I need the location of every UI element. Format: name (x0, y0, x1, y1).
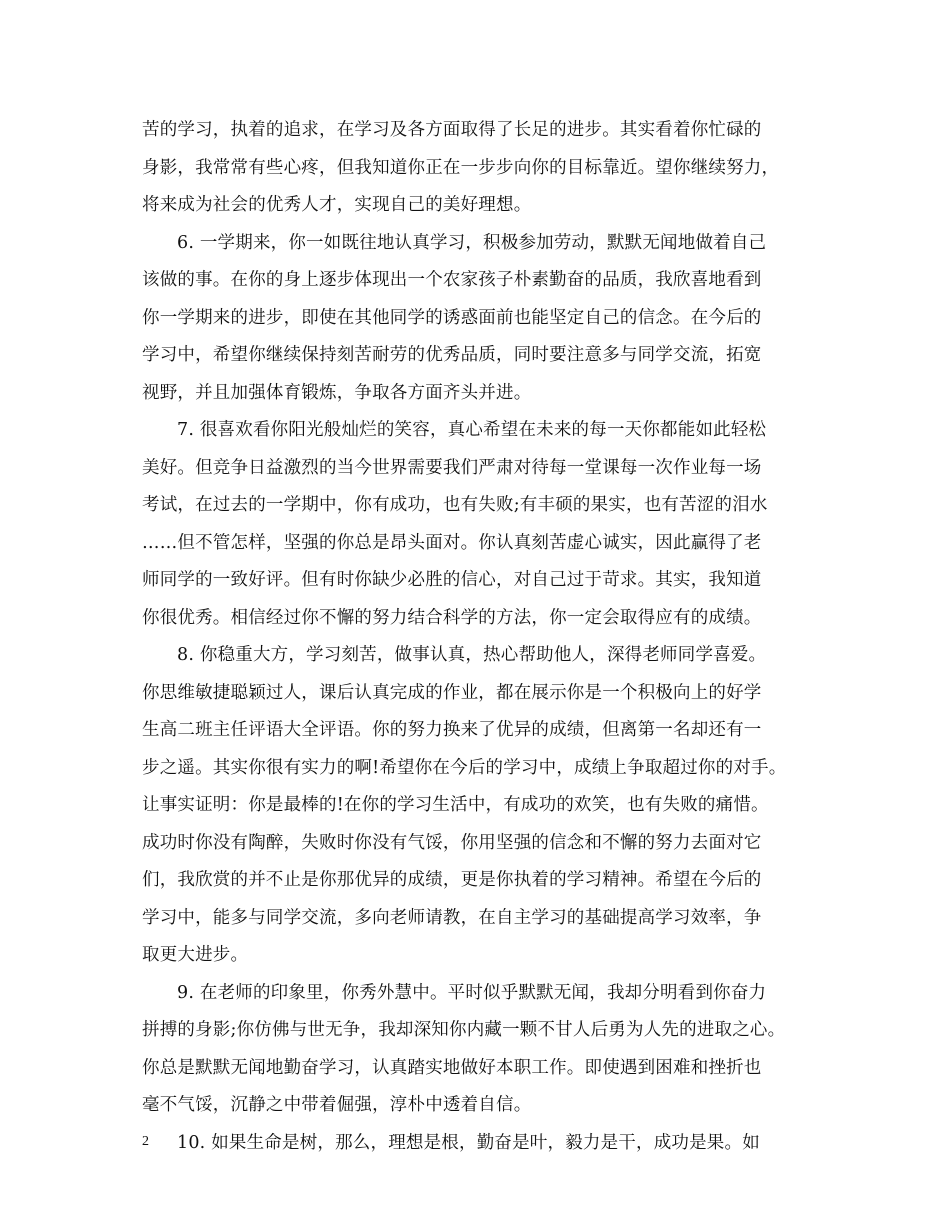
text-line: 取更大进步。 (142, 945, 249, 965)
document-body (142, 116, 808, 1166)
text-line: 你很优秀。相信经过你不懈的努力结合科学的方法，你一定会取得应有的成绩。 (142, 607, 762, 628)
paragraph-start-line: 6. 一学期来，你一如既往地认真学习，积极参加劳动，默默无闻地做着自己 (177, 232, 767, 253)
text-line: 视野，并且加强体育锻炼，争取各方面齐头并进。 (142, 382, 532, 403)
paragraph-start-line: 10. 如果生命是树，那么，理想是根，勤奋是叶，毅力是干，成功是果。如 (177, 1132, 760, 1153)
text-line: ……但不管怎样，坚强的你总是昂头面对。你认真刻苦虚心诚实，因此赢得了老 (142, 532, 762, 553)
text-line: 苦的学习，执着的追求，在学习及各方面取得了长足的进步。其实看着你忙碌的 (142, 120, 762, 140)
text-line: 们，我欣赏的并不止是你那优异的成绩，更是你执着的学习精神。希望在今后的 (142, 870, 762, 890)
text-line: 美好。但竞争日益激烈的当今世界需要我们严肃对待每一堂课每一次作业每一场 (142, 457, 762, 478)
text-line: 你一学期来的进步，即使在其他同学的诱惑面前也能坚定自己的信念。在今后的 (142, 307, 762, 328)
page-number: 2 (142, 1134, 149, 1149)
text-line: 考试，在过去的一学期中，你有成功，也有失败;有丰硕的果实，也有苦涩的泪水 (142, 495, 768, 515)
text-line: 身影，我常常有些心疼，但我知道你正在一步步向你的目标靠近。望你继续努力， (142, 157, 780, 178)
paragraph-start-line: 8. 你稳重大方，学习刻苦，做事认真，热心帮助他人，深得老师同学喜爱。 (177, 645, 767, 665)
text-line: 将来成为社会的优秀人才，实现自己的美好理想。 (142, 195, 532, 215)
paragraph-start-line: 7. 很喜欢看你阳光般灿烂的笑容，真心希望在未来的每一天你都能如此轻松 (177, 420, 767, 440)
text-line: 学习中，希望你继续保持刻苦耐劳的优秀品质，同时要注意多与同学交流，拓宽 (142, 345, 762, 365)
text-line: 生高二班主任评语大全评语。你的努力换来了优异的成绩，但离第一名却还有一 (142, 720, 762, 740)
text-line: 拼搏的身影;你仿佛与世无争，我却深知你内藏一颗不甘人后勇为人先的进取之心。 (142, 1020, 786, 1040)
text-line: 该做的事。在你的身上逐步体现出一个农家孩子朴素勤奋的品质，我欣喜地看到 (142, 270, 762, 290)
text-line: 你总是默默无闻地勤奋学习，认真踏实地做好本职工作。即使遇到困难和挫折也 (142, 1057, 762, 1078)
text-line: 师同学的一致好评。但有时你缺少必胜的信心，对自己过于苛求。其实，我知道 (142, 570, 762, 590)
paragraph-start-line: 9. 在老师的印象里，你秀外慧中。平时似乎默默无闻，我却分明看到你奋力 (177, 982, 767, 1003)
text-line: 步之遥。其实你很有实力的啊!希望你在今后的学习中，成绩上争取超过你的对手。 (142, 757, 787, 778)
text-line: 学习中，能多与同学交流，多向老师请教，在自主学习的基础提高学习效率，争 (142, 907, 762, 928)
text-line: 成功时你没有陶醉，失败时你没有气馁，你用坚强的信念和不懈的努力去面对它 (142, 832, 762, 853)
text-line: 你思维敏捷聪颖过人，课后认真完成的作业，都在展示你是一个积极向上的好学 (142, 682, 762, 703)
text-line: 让事实证明：你是最棒的!在你的学习生活中，有成功的欢笑，也有失败的痛惜。 (142, 795, 769, 815)
text-line: 毫不气馁，沉静之中带着倔强，淳朴中透着自信。 (142, 1095, 532, 1115)
